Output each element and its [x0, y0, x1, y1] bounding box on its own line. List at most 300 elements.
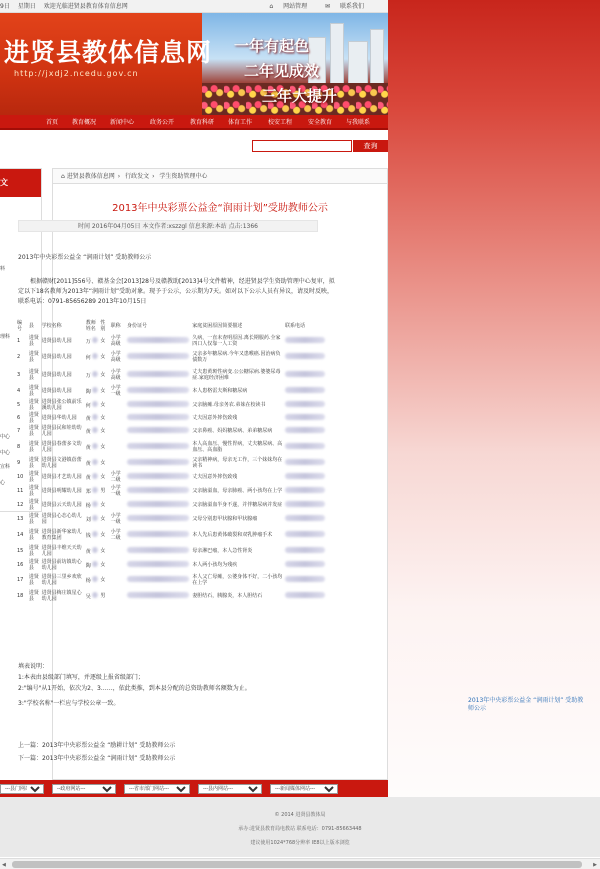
table-cell: 12 — [17, 502, 24, 508]
table-header-cell: 性别 — [100, 320, 106, 332]
nav-safety-edu[interactable]: 安全教育 — [308, 119, 333, 126]
phone-redacted — [284, 470, 326, 484]
phone-redacted — [284, 558, 326, 572]
slogan-3: 三年大提升 — [262, 87, 338, 105]
id-number-redacted — [126, 398, 191, 412]
name-redaction — [92, 401, 98, 407]
table-cell: 进贤县明耀幼儿园 — [41, 488, 82, 494]
table-header-cell: 家庭贫困原因简要描述 — [192, 323, 243, 329]
id-number-redacted — [126, 588, 191, 604]
redacted-blur — [285, 592, 325, 598]
table-row — [16, 456, 326, 470]
table-cell: 女 — [100, 388, 106, 394]
table-cell: 男 — [100, 593, 106, 599]
teacher-surname: 黄 — [85, 429, 91, 435]
table-cell — [85, 558, 100, 572]
table-cell: 进贤县三里乡欢欣幼儿园 — [41, 574, 82, 586]
name-redaction — [92, 459, 98, 465]
home-icon: ⌂ — [61, 173, 65, 180]
table-cell: 女 — [100, 516, 106, 522]
table-row — [16, 412, 326, 424]
sponsor-text: 承办:进贤县教育局电教站 联系电话：0791-85663448 — [238, 826, 362, 832]
redacted-blur — [127, 371, 189, 377]
breadcrumb-category[interactable]: 行政发文 — [125, 173, 150, 180]
teacher-surname: 黄 — [85, 445, 91, 451]
redacted-blur — [127, 592, 189, 598]
table-row — [16, 544, 326, 558]
table-cell: 11 — [17, 488, 24, 494]
table-cell: 进贤县前坊镇幼心幼儿园 — [41, 559, 82, 571]
table-cell — [85, 398, 100, 412]
name-redaction — [92, 531, 98, 537]
redacted-blur — [127, 414, 189, 420]
table-cell: 进贤县 — [28, 529, 39, 541]
redacted-blur — [285, 459, 325, 465]
teacher-surname: 刘 — [85, 517, 91, 523]
redacted-blur — [285, 427, 325, 433]
table-row — [16, 572, 326, 588]
redacted-blur — [285, 414, 325, 420]
site-url: http://jxdj2.ncedu.gov.cn — [14, 69, 139, 78]
redacted-blur — [285, 473, 325, 479]
id-number-redacted — [126, 384, 191, 398]
copyright-text: © 2014 进贤县教体局 — [274, 812, 326, 818]
teacher-surname: 黄 — [85, 461, 91, 467]
table-header-cell: 联系电话 — [285, 323, 306, 329]
phone-redacted — [284, 424, 326, 438]
id-number-redacted — [126, 424, 191, 438]
sidebar-item[interactable]: 料 — [0, 266, 6, 272]
table-row — [16, 398, 326, 412]
teacher-surname: 何 — [85, 403, 91, 409]
redacted-blur — [285, 443, 325, 449]
table-cell — [110, 412, 126, 424]
redacted-blur — [127, 531, 189, 537]
table-cell — [85, 484, 100, 498]
redacted-blur — [285, 561, 325, 567]
redacted-blur — [285, 501, 325, 507]
phone-redacted — [284, 384, 326, 398]
table-cell: 小学一级 — [110, 513, 121, 525]
table-row — [16, 366, 326, 384]
redacted-blur — [127, 561, 189, 567]
table-header-cell: 学校名称 — [41, 323, 62, 329]
name-redaction — [92, 443, 98, 449]
table-cell — [110, 398, 126, 412]
table-header-cell: 编号 — [17, 320, 23, 332]
name-redaction — [92, 501, 98, 507]
table-row — [16, 498, 326, 512]
table-cell: 父亲脑瘫.母亲务农.弟妹在校读书 — [192, 402, 266, 408]
redacted-blur — [285, 531, 325, 537]
note-title: 填表说明： — [18, 663, 49, 670]
table-cell: 久病，一直未查明原因.离长期服药.全家四口人仅靠一人工资 — [192, 335, 281, 347]
table-cell: 16 — [17, 562, 24, 568]
redacted-blur — [127, 353, 189, 359]
table-cell: 进贤县才艺幼儿园 — [41, 474, 82, 480]
table-cell: 进贤县 — [28, 335, 39, 347]
scroll-right-icon[interactable]: ▶ — [593, 862, 597, 868]
table-cell: 进贤县华幼儿园 — [41, 415, 77, 421]
table-row — [16, 526, 326, 544]
phone-redacted — [284, 438, 326, 456]
teacher-surname: 钱 — [85, 533, 91, 539]
table-cell: 丈夫患黄斑性病变.公公糖尿病.婆婆尿毒症.家庭经济困难 — [192, 369, 281, 381]
table-cell — [85, 412, 100, 424]
table-cell: 9 — [17, 460, 21, 466]
table-cell: 女 — [100, 474, 106, 480]
redacted-blur — [285, 337, 325, 343]
sidebar-item[interactable]: 理科 — [0, 334, 11, 340]
sidebar-item[interactable]: 心 — [0, 480, 6, 486]
id-number-redacted — [126, 348, 191, 366]
name-redaction — [92, 592, 98, 598]
search-input[interactable] — [252, 140, 352, 152]
table-cell — [110, 558, 126, 572]
nav-gov[interactable]: 政务公开 — [150, 119, 175, 126]
id-number-redacted — [126, 456, 191, 470]
name-redaction — [92, 487, 98, 493]
breadcrumb: ⌂ 进贤县教体信息网 › 行政发文 › 学生资助管理中心 — [53, 169, 387, 184]
redacted-blur — [285, 547, 325, 553]
phone-redacted — [284, 456, 326, 470]
teacher-surname: 杨 — [85, 578, 91, 584]
breadcrumb-section[interactable]: 学生资助管理中心 — [159, 173, 208, 180]
site-logo[interactable]: 进贤县教体信息网 — [4, 38, 213, 67]
table-cell — [85, 588, 100, 604]
table-cell: 父亲精神病，母亲无工作，三个妹妹均在读书 — [192, 457, 283, 469]
table-cell: 进贤县 — [28, 412, 39, 424]
sidebar-title: 文 — [0, 169, 41, 197]
scrollbar-thumb[interactable] — [12, 861, 582, 868]
redacted-blur — [127, 459, 189, 465]
breadcrumb-home[interactable]: 进贤县教体信息网 — [66, 173, 115, 180]
nav-overview[interactable]: 教育概况 — [72, 119, 97, 126]
table-cell: 本人父亡母瘫，公婆身体不好，二小孩均在上学 — [192, 574, 283, 586]
table-header-cell: 教师姓名 — [85, 320, 96, 332]
table-cell: 14 — [17, 532, 24, 538]
contact-link[interactable]: ✉ 联系我们 — [325, 3, 364, 10]
teacher-surname: 黄 — [85, 416, 91, 422]
search-box — [252, 140, 388, 152]
table-row — [16, 424, 326, 438]
sidebar-item[interactable]: 中心 — [0, 434, 11, 440]
table-cell — [85, 334, 100, 348]
table-cell: 小学二级 — [110, 529, 121, 541]
inner-sites-select[interactable] — [198, 784, 262, 794]
name-redaction — [92, 576, 98, 582]
teacher-surname: 万 — [85, 339, 91, 345]
phone-redacted — [284, 366, 326, 384]
teacher-surname: 万 — [85, 373, 91, 379]
table-cell: 小学一级 — [110, 485, 121, 497]
table-row — [16, 334, 326, 348]
teacher-surname: 杨 — [85, 503, 91, 509]
name-redaction — [92, 547, 98, 553]
table-cell: 丈夫因意外摔伤致残 — [192, 415, 238, 421]
note-1: 1:本表由县级部门填写，并逐级上报省级部门； — [18, 674, 144, 681]
phone-redacted — [284, 334, 326, 348]
table-cell: 进贤县文港镇蓓蕾幼儿园 — [41, 457, 82, 469]
table-cell — [85, 384, 100, 398]
teacher-surname: 陶 — [85, 563, 91, 569]
table-cell: 进贤县 — [28, 545, 39, 557]
table-header-cell: 职称 — [110, 323, 121, 329]
table-cell — [85, 572, 100, 588]
table-row — [16, 384, 326, 398]
table-cell: 进贤县春蕾多文幼儿园 — [41, 441, 82, 453]
header-banner — [0, 13, 388, 115]
redacted-blur — [127, 401, 189, 407]
prev-article[interactable]: 上一篇：2013年中央彩票公益金 “励耕计划” 受助教师公示 — [18, 742, 176, 749]
table-cell: 进贤县梅庄镇星心幼儿园 — [41, 590, 82, 602]
table-cell: 进贤县幼儿园 — [41, 338, 72, 344]
table-cell: 丈夫因意外摔伤致残 — [192, 474, 238, 480]
phone-redacted — [284, 544, 326, 558]
redacted-blur — [127, 337, 189, 343]
date-text: 9日 — [0, 3, 10, 10]
table-cell: 进贤县心态心幼儿园 — [41, 513, 82, 525]
table-cell: 女 — [100, 562, 106, 568]
table-cell: 进贤县 — [28, 399, 39, 411]
nav-news[interactable]: 新闻中心 — [110, 119, 135, 126]
related-article-link[interactable]: 2013年中央彩票公益金 “润雨计划” 受助教师公示 — [468, 697, 584, 712]
slogan-2: 二年见成效 — [244, 62, 320, 80]
table-cell: 父亲脑溢血半身不遂，并伴糖尿病并发症 — [192, 502, 283, 508]
table-cell: 女 — [100, 502, 106, 508]
table-cell: 进贤县 — [28, 457, 39, 469]
table-header-cell: 身份证号 — [127, 323, 148, 329]
redacted-blur — [127, 547, 189, 553]
table-cell: 女 — [100, 548, 106, 554]
table-cell: 本人高血压、慢性胃病，丈夫糖尿病、高血压、高血脂 — [192, 441, 283, 453]
city-sites-select[interactable] — [124, 784, 190, 794]
table-cell: 女 — [100, 415, 106, 421]
nav-research[interactable]: 教育科研 — [190, 119, 215, 126]
table-cell: 6 — [17, 415, 21, 421]
redacted-blur — [127, 473, 189, 479]
weekday-text: 星期日 — [17, 3, 36, 10]
name-redaction — [92, 387, 98, 393]
table-cell: 进贤县幼儿园 — [41, 354, 72, 360]
table-cell: 女 — [100, 372, 106, 378]
id-number-redacted — [126, 438, 191, 456]
teacher-surname: 何 — [85, 355, 91, 361]
table-cell — [110, 456, 126, 470]
main-nav — [0, 115, 388, 130]
table-cell: 进贤县 — [28, 471, 39, 483]
table-cell — [85, 512, 100, 526]
table-cell — [85, 366, 100, 384]
table-cell: 进贤县幼儿园 — [41, 388, 72, 394]
id-number-redacted — [126, 412, 191, 424]
table-cell: 13 — [17, 516, 24, 522]
table-cell: 3 — [17, 372, 21, 378]
redacted-blur — [285, 353, 325, 359]
scroll-left-icon[interactable]: ◀ — [2, 862, 6, 868]
id-number-redacted — [126, 366, 191, 384]
table-cell: 进贤县张公镇前乐溪幼儿园 — [41, 399, 82, 411]
table-header-row — [16, 318, 326, 334]
teacher-surname: 吴 — [85, 594, 91, 600]
id-number-redacted — [126, 512, 191, 526]
nav-home[interactable]: 首页 — [46, 119, 59, 126]
table-cell: 7 — [17, 428, 21, 434]
phone-redacted — [284, 512, 326, 526]
table-cell — [85, 438, 100, 456]
table-cell: 进贤县 — [28, 351, 39, 363]
table-cell: 小学高级 — [110, 369, 121, 381]
gov-sites-select[interactable] — [52, 784, 116, 794]
nav-sports[interactable]: 体育工作 — [228, 119, 253, 126]
id-number-redacted — [126, 544, 191, 558]
sidebar-item[interactable]: 宣科 — [0, 464, 11, 470]
table-cell — [85, 456, 100, 470]
table-cell: 1 — [17, 338, 21, 344]
next-article[interactable]: 下一篇：2013年中央彩票公益金 “润雨计划” 受助教师公示 — [18, 755, 176, 762]
top-bar — [0, 0, 388, 13]
redacted-blur — [285, 387, 325, 393]
name-redaction — [92, 427, 98, 433]
table-cell: 17 — [17, 577, 24, 583]
name-redaction — [92, 353, 98, 359]
id-number-redacted — [126, 484, 191, 498]
article-title: 2013年中央彩票公益金“润雨计划”受助教师公示 — [112, 203, 328, 214]
name-redaction — [92, 515, 98, 521]
media-sites-select[interactable] — [270, 784, 338, 794]
sidebar-item[interactable]: 中心 — [0, 450, 11, 456]
table-cell: 女 — [100, 577, 106, 583]
table-row — [16, 588, 326, 604]
table-row — [16, 484, 326, 498]
table-cell: 5 — [17, 402, 21, 408]
redacted-blur — [285, 576, 325, 582]
footer-links-bar — [0, 780, 388, 797]
name-redaction — [92, 371, 98, 377]
table-cell: 母亲淋巴瘤，本人急性肾炎 — [192, 548, 253, 554]
table-cell: 女 — [100, 532, 106, 538]
id-number-redacted — [126, 572, 191, 588]
table-cell: 进贤县民和娃幼幼儿园 — [41, 425, 82, 437]
table-cell: 进贤县 — [28, 485, 39, 497]
table-cell — [85, 470, 100, 484]
table-cell: 进贤县 — [28, 425, 39, 437]
redacted-blur — [285, 515, 325, 521]
table-cell: 18 — [17, 593, 24, 599]
table-header-cell: 县 — [28, 323, 34, 329]
table-row — [16, 348, 326, 366]
table-cell — [110, 424, 126, 438]
table-cell: 2 — [17, 354, 21, 360]
table-cell: 父亲多年糖尿病.今年又患喉癌.因治病负债数万 — [192, 351, 281, 363]
search-button[interactable] — [353, 140, 388, 152]
phone-redacted — [284, 588, 326, 604]
table-cell: 女 — [100, 354, 106, 360]
redacted-blur — [127, 427, 189, 433]
redacted-blur — [127, 515, 189, 521]
site-admin-link[interactable]: ⌂ 网站管理 — [269, 3, 308, 10]
home-icon: ⌂ — [269, 3, 274, 10]
county-sites-select[interactable] — [0, 784, 44, 794]
table-cell: 妻胆结石，胰腺炎，本人胆结石 — [192, 593, 263, 599]
teacher-surname: 郑 — [85, 489, 91, 495]
phone-redacted — [284, 484, 326, 498]
name-redaction — [92, 561, 98, 567]
horizontal-scrollbar[interactable] — [0, 858, 600, 869]
name-redaction — [92, 337, 98, 343]
article-body: 根据赣财[2011]556号、赣基金会[2013]28号及赣教助[2013]4号文件精神，经进贤县学生资助管理中心复审，拟定以下18名教师为2013年“润雨计划”受助对象。现予于公示，公示期为7天。如对以下公示人员有异议，请及时反映，联系电话：0791-85656289 2013年10月15日 — [18, 278, 335, 305]
slogan-1: 一年有起色 — [234, 37, 310, 55]
article-meta: 时间 2016年04月05日 本文作者:xszzgl 信息来源:本站 点击:1366 — [18, 220, 318, 232]
id-number-redacted — [126, 498, 191, 512]
table-cell: 15 — [17, 548, 24, 554]
phone-redacted — [284, 412, 326, 424]
redacted-blur — [127, 387, 189, 393]
id-number-redacted — [126, 558, 191, 572]
table-cell: 8 — [17, 444, 21, 450]
redacted-blur — [285, 487, 325, 493]
table-cell: 女 — [100, 428, 106, 434]
teacher-surname: 黄 — [85, 549, 91, 555]
table-cell: 父母分别患甲状腺和甲状腺瘤 — [192, 516, 258, 522]
teacher-surname: 陶 — [85, 389, 91, 395]
search-button-label: 查询 — [363, 143, 378, 150]
table-cell — [85, 544, 100, 558]
table-row — [16, 512, 326, 526]
id-number-redacted — [126, 526, 191, 544]
table-cell: 进贤县 — [28, 574, 39, 586]
table-cell — [110, 498, 126, 512]
name-redaction — [92, 473, 98, 479]
table-cell — [85, 526, 100, 544]
phone-redacted — [284, 398, 326, 412]
table-row — [16, 558, 326, 572]
table-cell: 父亲鼻癌、妈妈糖尿病、弟弟糖尿病 — [192, 428, 273, 434]
table-cell: 4 — [17, 388, 21, 394]
table-cell: 小学高级 — [110, 351, 121, 363]
redacted-blur — [127, 501, 189, 507]
table-cell: 进贤县 — [28, 369, 39, 381]
redacted-blur — [285, 371, 325, 377]
redacted-blur — [285, 401, 325, 407]
table-cell: 进贤县 — [28, 513, 39, 525]
table-cell: 小学二级 — [110, 471, 121, 483]
table-cell: 进贤县幼儿园 — [41, 372, 72, 378]
table-cell: 本人两小孩均为残疾 — [192, 562, 238, 568]
welcome-text: 欢迎光临进贤县教育体育信息网 — [43, 3, 128, 10]
table-cell: 本人患格雷夫斯和糖尿病 — [192, 388, 248, 394]
table-cell — [110, 438, 126, 456]
table-cell: 进贤县丰维天天幼儿园 — [41, 545, 82, 557]
table-cell: 女 — [100, 338, 106, 344]
table-row — [16, 438, 326, 456]
note-2: 2:"编号"从1开始，依次为2、3……，依此类推，到本县分配的总资助教师名额数为止。 — [18, 685, 251, 692]
id-number-redacted — [126, 334, 191, 348]
table-cell: 进贤县 — [28, 499, 39, 511]
article-subtitle: 2013年中央彩票公益金 “润雨计划” 受助教师公示 — [18, 254, 152, 261]
phone-redacted — [284, 526, 326, 544]
redacted-blur — [127, 576, 189, 582]
id-number-redacted — [126, 470, 191, 484]
phone-redacted — [284, 348, 326, 366]
phone-redacted — [284, 572, 326, 588]
table-row — [16, 470, 326, 484]
nav-school-safety[interactable]: 校安工程 — [268, 119, 293, 126]
table-cell: 进贤县新华家幼儿教育集团 — [41, 529, 82, 541]
nav-contact[interactable]: 与我联系 — [346, 119, 371, 126]
mail-icon: ✉ — [325, 3, 331, 10]
redacted-blur — [127, 443, 189, 449]
